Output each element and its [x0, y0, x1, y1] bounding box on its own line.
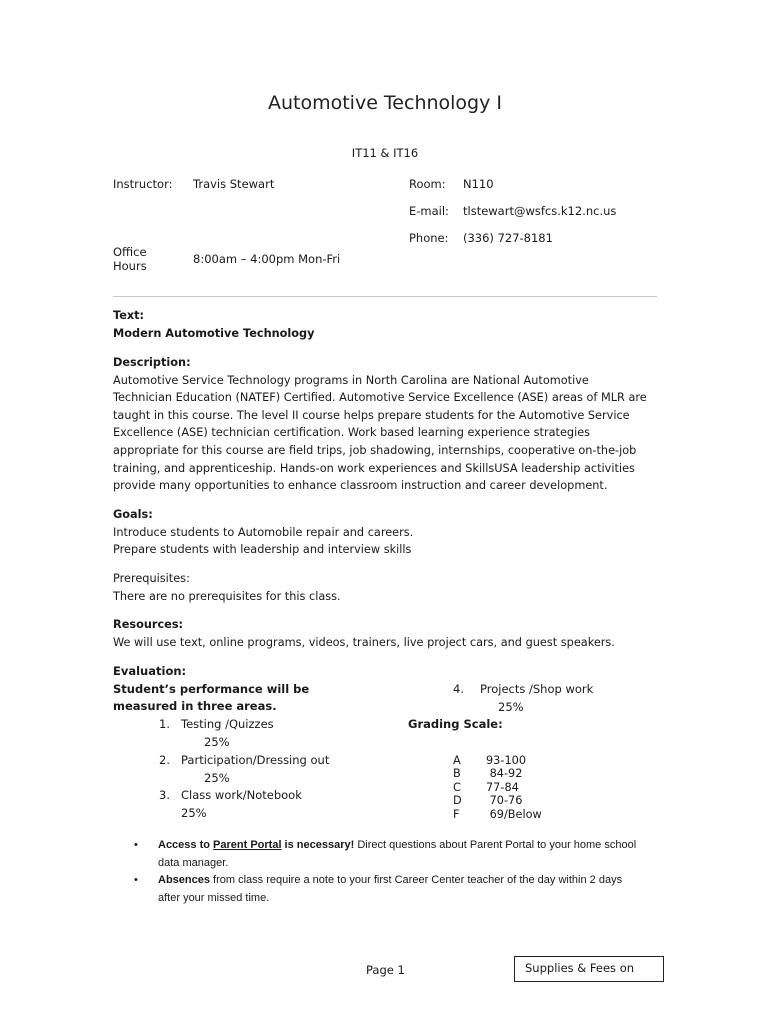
room-value: N110: [463, 177, 494, 191]
textbook-title: Modern Automotive Technology: [113, 326, 315, 340]
evaluation-item-label: Class work/Notebook: [181, 788, 302, 802]
goal-item: Introduce students to Automobile repair and careers.: [113, 525, 414, 539]
absences-bold: Absences: [158, 874, 210, 886]
grade-row: [453, 754, 542, 767]
description-line: Excellence (ASE) technician certification. Work based learning experience strategies: [113, 426, 591, 440]
resources-text: We will use text, online programs, videos, trainers, live project cars, and guest speakers.: [113, 635, 615, 649]
evaluation-item-percent: 25%: [204, 771, 230, 785]
office-hours-label-line2: Hours: [113, 259, 147, 273]
prerequisites-text: There are no prerequisites for this class.: [113, 589, 341, 603]
grade-range: 69/Below: [486, 807, 542, 821]
evaluation-item-number: 2.: [159, 753, 170, 767]
access-rest: Direct questions about Parent Portal to your home school: [354, 839, 637, 851]
evaluation-item-percent: 25%: [498, 700, 524, 714]
evaluation-item-label: Participation/Dressing out: [181, 753, 330, 767]
evaluation-intro-line1: Student’s performance will be: [113, 682, 310, 696]
document-title: Automotive Technology I: [267, 92, 503, 114]
supplies-fees-label: Supplies & Fees on: [525, 961, 635, 975]
evaluation-item-number: 3.: [159, 788, 170, 802]
description-line: taught in this course. The level II course helps prepare students for the Automotive Service: [113, 408, 630, 422]
evaluation-heading: Evaluation:: [113, 664, 187, 678]
description-line: training, and apprenticeship. Hands-on work experiences and SkillsUSA leadership activities: [113, 461, 635, 475]
office-hours-value: 8:00am – 4:00pm Mon-Fri: [193, 252, 341, 266]
email-value[interactable]: tlstewart@wsfcs.k12.nc.us: [463, 204, 617, 218]
goal-item: Prepare students with leadership and interview skills: [113, 543, 412, 557]
grade-letter: C: [453, 780, 461, 794]
instructor-label: Instructor:: [113, 177, 173, 191]
evaluation-item-number: 1.: [159, 717, 170, 731]
bullet-icon: •: [134, 874, 138, 886]
grade-letter: D: [453, 794, 462, 808]
evaluation-item-label: Testing /Quizzes: [181, 717, 274, 731]
description-line: appropriate for this course are field trips, job shadowing, internships, cooperative on-the-job: [113, 443, 637, 457]
grade-row: [453, 808, 542, 821]
grade-range: 93-100: [486, 754, 527, 767]
grade-row: [453, 794, 542, 807]
evaluation-intro-line2: measured in three areas.: [113, 699, 277, 713]
resources-section: [113, 616, 658, 651]
description-heading: Description:: [113, 356, 191, 369]
grade-letter: F: [453, 807, 460, 821]
goals-section: [113, 506, 658, 559]
course-codes: IT11 & IT16: [351, 146, 419, 160]
evaluation-item-percent: 25%: [181, 806, 207, 820]
text-section: [113, 307, 658, 342]
note-line-continued: after your missed time.: [158, 891, 270, 904]
access-bold-suffix: is necessary!: [281, 839, 355, 851]
description-line: provide many opportunities to enhance classroom instruction and career development.: [113, 479, 608, 493]
prerequisites-section: [113, 570, 658, 605]
office-hours-label: [113, 245, 147, 273]
evaluation-item-percent: 25%: [204, 735, 230, 749]
access-prefix: Access to: [158, 839, 214, 851]
grade-letter: A: [453, 754, 461, 767]
notes-list: [134, 837, 674, 907]
text-heading: Text:: [113, 309, 145, 322]
grading-scale-table: [453, 754, 542, 821]
prerequisites-heading: Prerequisites:: [113, 572, 190, 585]
parent-portal-link[interactable]: Parent Portal: [213, 839, 282, 851]
evaluation-item-number: 4.: [453, 682, 464, 696]
list-item: [134, 872, 674, 907]
absences-rest: from class require a note to your first Career Center teacher of the day within 2 days: [209, 874, 623, 886]
grade-letter: B: [453, 767, 461, 781]
note-line: [158, 872, 674, 890]
instructor-name: Travis Stewart: [193, 177, 275, 191]
description-line: Technician Education (NATEF) Certified. Automotive Service Excellence (ASE) areas of MLR are: [113, 391, 647, 405]
goals-heading: Goals:: [113, 508, 153, 521]
phone-label: Phone:: [409, 231, 449, 245]
note-line-continued: data manager.: [158, 856, 229, 869]
description-section: [113, 354, 658, 495]
evaluation-item-label: Projects /Shop work: [480, 682, 594, 696]
note-line: [158, 837, 674, 855]
grade-range: 70-76: [486, 794, 523, 808]
phone-value: (336) 727-8181: [463, 231, 553, 245]
page-number: Page 1: [366, 963, 405, 977]
section-divider: [113, 296, 657, 297]
bullet-icon: •: [134, 839, 138, 851]
grade-range: 77-84: [486, 780, 519, 794]
list-item: [134, 837, 674, 872]
grade-range: 84-92: [486, 767, 523, 781]
resources-heading: Resources:: [113, 618, 184, 631]
office-hours-label-line1: Office: [113, 245, 147, 259]
email-label: E-mail:: [409, 204, 449, 218]
description-line: Automotive Service Technology programs in North Carolina are National Automotive: [113, 373, 589, 387]
grade-row: [453, 781, 542, 794]
grading-scale-heading: Grading Scale:: [408, 717, 503, 731]
supplies-fees-box: [514, 956, 664, 982]
room-label: Room:: [409, 177, 446, 191]
grade-row: [453, 767, 542, 780]
